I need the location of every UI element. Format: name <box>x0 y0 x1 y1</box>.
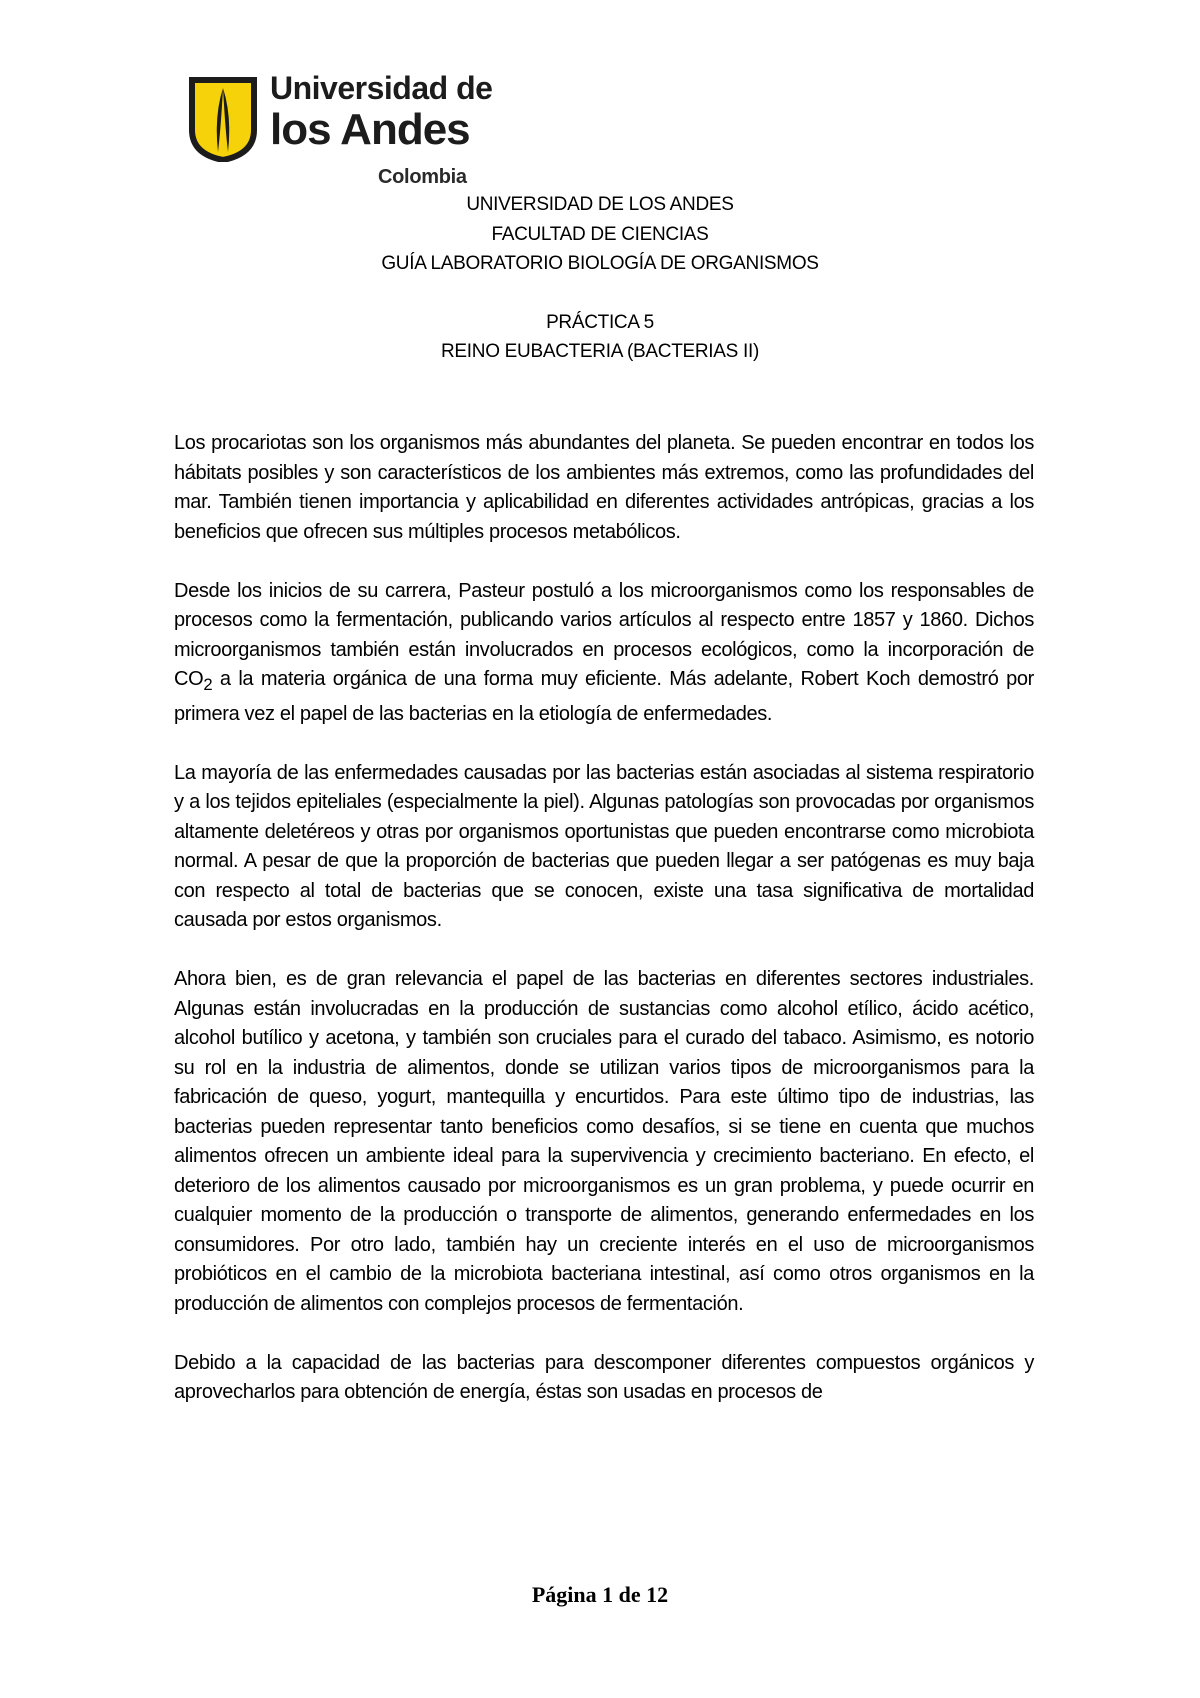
header-spacer <box>0 279 1200 308</box>
header-practice: PRÁCTICA 5 <box>546 311 654 333</box>
university-logo <box>188 70 493 190</box>
paragraph-pasteur-part-2: a la materia orgánica de una forma muy eficiente. Más adelante, Robert Koch demostró por primera vez el papel de las bacterias en la etiología de enfermedades. <box>174 668 1034 725</box>
paragraph-diseases: La mayoría de las enfermedades causadas por las bacterias están asociadas al sistema respiratorio y a los tejidos epiteliales (especialmente la piel). Algunas patologías son provocadas por organismos altamente deletéreos y otras por organismos oportunistas que pueden encontrarse como microbiota normal. A pesar de que la proporción de bacterias que pueden llegar a ser patógenas es muy baja con respecto al total de bacterias que se conocen, existe una tasa significativa de mortalidad causada por estos organismos. <box>174 761 1034 931</box>
logo-wordmark <box>270 72 492 152</box>
document-header <box>0 190 1200 367</box>
paragraph-industry: Ahora bien, es de gran relevancia el papel de las bacterias en diferentes sectores industriales. Algunas están involucradas en la producción de sustancias como alcohol etílico, ácido acético, alcohol butílico y acetona, y también son cruciales para el curado del tabaco. Asimismo, es notorio su rol en la industria de alimentos, donde se utilizan varios tipos de microorganismos para la fabricación de queso, yogurt, mantequilla y encurtidos. Para este último tipo de industrias, las bacterias pueden representar tanto beneficios como desafíos, si se tiene en cuenta que muchos alimentos ofrecen un ambiente ideal para la supervivencia y crecimiento bacteriano. En efecto, el deterioro de los alimentos causado por microorganismos es un gran problema, y puede ocurrir en cualquier momento de la producción o transporte de alimentos, generando enfermedades en los consumidores. Por otro lado, también hay un creciente interés en el uso de microorganismos probióticos en el cambio de la microbiota bacteriana intestinal, así como otros organismos en la producción de alimentos con complejos procesos de fermentación. <box>174 968 1034 1315</box>
logo-line-1: Universidad de <box>270 70 493 106</box>
paragraph-pasteur-part-1: Desde los inicios de su carrera, Pasteur postuló a los microorganismos como los responsables de procesos como la fermentación, publicando varios artículos al respecto entre 1857 y 1860. Dichos microorganismos también están involucrados en procesos ecológicos, como la incorporación de CO <box>174 579 1034 690</box>
header-topic: REINO EUBACTERIA (BACTERIAS II) <box>441 341 759 362</box>
header-university: UNIVERSIDAD DE LOS ANDES <box>466 194 734 215</box>
paragraph-decomposition: Debido a la capacidad de las bacterias para descomponer diferentes compuestos orgánicos y aprovecharlos para obtención de energía, éstas son usadas en procesos de <box>174 1351 1034 1403</box>
university-shield-icon <box>188 76 258 162</box>
header-guide-title: GUÍA LABORATORIO BIOLOGÍA DE ORGANISMOS <box>381 253 819 274</box>
document-body <box>174 429 1034 1437</box>
header-faculty: FACULTAD DE CIENCIAS <box>491 223 709 245</box>
logo-line-2: los Andes <box>270 105 470 154</box>
logo-country: Colombia <box>378 166 467 188</box>
page-number: Página 1 de 12 <box>531 1582 669 1607</box>
co2-subscript: 2 <box>203 675 213 694</box>
paragraph-pasteur <box>174 577 1034 730</box>
paragraph-intro: Los procariotas son los organismos más abundantes del planeta. Se pueden encontrar en todos los hábitats posibles y son característicos de los ambientes más extremos, como las profundidades del mar. También tienen importancia y aplicabilidad en diferentes actividades antrópicas, gracias a los beneficios que ofrecen sus múltiples procesos metabólicos. <box>174 432 1034 543</box>
